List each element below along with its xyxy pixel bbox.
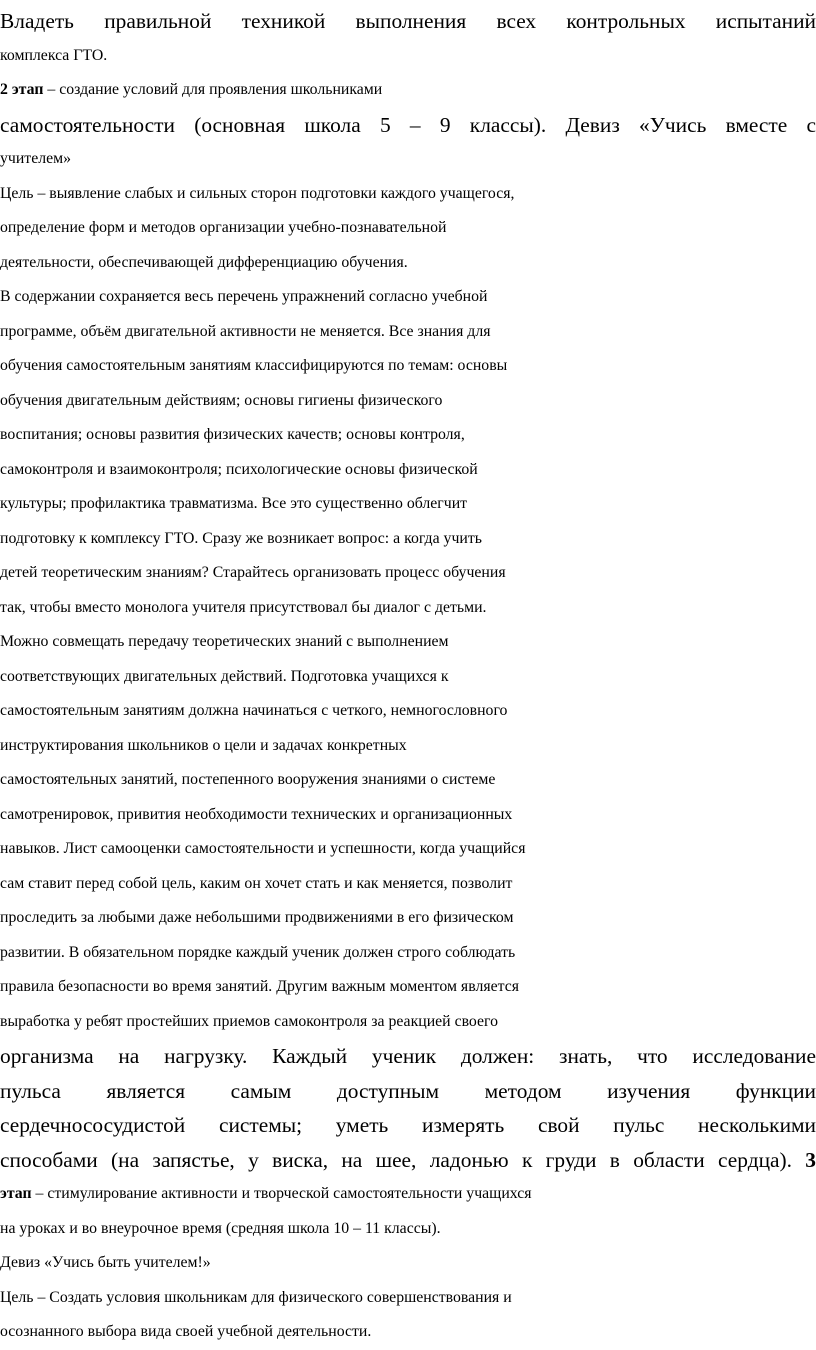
text-line	[0, 39, 816, 74]
text-line	[0, 1281, 816, 1316]
text-line	[0, 936, 816, 971]
text-line	[0, 142, 816, 177]
line-text: культуры; профилактика травматизма. Все это существенно облегчит	[0, 495, 468, 512]
text-line	[0, 1074, 816, 1109]
line-text: сердечнососудистой системы; уметь измерять свой пульс несколькими	[0, 1113, 816, 1137]
line-text: правила безопасности во время занятий. Другим важным моментом является	[0, 978, 519, 995]
line-text: комплекса ГТО.	[0, 46, 108, 64]
line-text: навыков. Лист самооценки самостоятельности и успешности, когда учащийся	[0, 840, 526, 857]
line-text: В содержании сохраняется весь перечень упражнений согласно учебной	[0, 288, 488, 305]
text-line	[0, 246, 816, 281]
text-line	[0, 729, 816, 764]
line-text: способами (на запястье, у виска, на шее, ладонью к груди в области сердца).	[0, 1147, 792, 1172]
line-text: Владеть правильной техникой выполнения всех контрольных испытаний	[0, 9, 816, 33]
text-line	[0, 1315, 816, 1350]
line-text: сам ставит перед собой цель, каким он хочет стать и как меняется, позволит	[0, 874, 513, 892]
text-line	[0, 1005, 816, 1040]
line-text: деятельности, обеспечивающей дифференциацию обучения.	[0, 253, 408, 271]
line-text: обучения двигательным действиям; основы гигиены физического	[0, 391, 443, 409]
line-text: развитии. В обязательном порядке каждый ученик должен строго соблюдать	[0, 943, 516, 961]
line-text: обучения самостоятельным занятиям классифицируются по темам: основы	[0, 357, 508, 374]
text-line	[0, 1143, 816, 1178]
line-text: самостоятельных занятий, постепенного вооружения знаниями о системе	[0, 771, 496, 788]
text-line	[0, 73, 816, 108]
text-line	[0, 384, 816, 419]
text-line	[0, 625, 816, 660]
line-text: проследить за любыми даже небольшими продвижениями в его физическом	[0, 909, 514, 926]
line-text: Можно совмещать передачу теоретических знаний с выполнением	[0, 633, 449, 650]
bold-heading: 3	[792, 1147, 816, 1172]
text-line	[0, 970, 816, 1005]
bold-heading: этап	[0, 1185, 32, 1202]
text-line	[0, 832, 816, 867]
text-line	[0, 211, 816, 246]
line-text: детей теоретическим знаниям? Старайтесь организовать процесс обучения	[0, 564, 506, 581]
line-text: самостоятельности (основная школа 5 – 9 классы). Девиз «Учись вместе с	[0, 112, 816, 137]
line-text: учителем»	[0, 150, 72, 167]
text-line	[0, 901, 816, 936]
text-line	[0, 349, 816, 384]
text-line	[0, 418, 816, 453]
text-line	[0, 694, 816, 729]
text-line	[0, 1246, 816, 1281]
bold-heading: 2 этап	[0, 81, 44, 98]
text-line	[0, 108, 816, 143]
text-line	[0, 660, 816, 695]
line-text: определение форм и методов организации учебно-познавательной	[0, 219, 447, 236]
text-line	[0, 591, 816, 626]
line-text: соответствующих двигательных действий. Подготовка учащихся к	[0, 667, 449, 685]
line-text: пульса является самым доступным методом изучения функции	[0, 1078, 816, 1103]
text-line	[0, 1108, 816, 1143]
line-text: самоконтроля и взаимоконтроля; психологические основы физической	[0, 460, 478, 478]
text-line	[0, 487, 816, 522]
text-line	[0, 177, 816, 212]
line-text: – стимулирование активности и творческой самостоятельности учащихся	[31, 1185, 532, 1202]
text-line	[0, 867, 816, 902]
text-line	[0, 4, 816, 39]
text-line	[0, 556, 816, 591]
text-line	[0, 453, 816, 488]
line-text: подготовку к комплексу ГТО. Сразу же возникает вопрос: а когда учить	[0, 529, 482, 547]
line-text: – создание условий для проявления школьниками	[43, 81, 383, 98]
text-line	[0, 522, 816, 557]
line-text: Цель – выявление слабых и сильных сторон подготовки каждого учащегося,	[0, 184, 515, 202]
line-text: выработка у ребят простейших приемов самоконтроля за реакцией своего	[0, 1012, 499, 1030]
line-text: самостоятельным занятиям должна начинаться с четкого, немногословного	[0, 702, 508, 719]
line-text: так, чтобы вместо монолога учителя присутствовал бы диалог с детьми.	[0, 598, 487, 616]
text-line	[0, 1177, 816, 1212]
text-line	[0, 315, 816, 350]
text-line	[0, 1039, 816, 1074]
text-line	[0, 280, 816, 315]
text-line	[0, 1212, 816, 1247]
line-text: воспитания; основы развития физических качеств; основы контроля,	[0, 426, 465, 443]
line-text: осознанного выбора вида своей учебной деятельности.	[0, 1323, 372, 1340]
text-line	[0, 798, 816, 833]
line-text: на уроках и во внеурочное время (средняя школа 10 – 11 классы).	[0, 1219, 441, 1237]
line-text: Девиз «Учись быть учителем!»	[0, 1254, 211, 1271]
text-line	[0, 763, 816, 798]
line-text: организма на нагрузку. Каждый ученик должен: знать, что исследование	[0, 1044, 816, 1068]
line-text: Цель – Создать условия школьникам для физического совершенствования и	[0, 1288, 512, 1306]
line-text: программе, объём двигательной активности не меняется. Все знания для	[0, 322, 491, 340]
line-text: самотренировок, привития необходимости технических и организационных	[0, 805, 513, 823]
line-text: инструктирования школьников о цели и задачах конкретных	[0, 736, 407, 754]
